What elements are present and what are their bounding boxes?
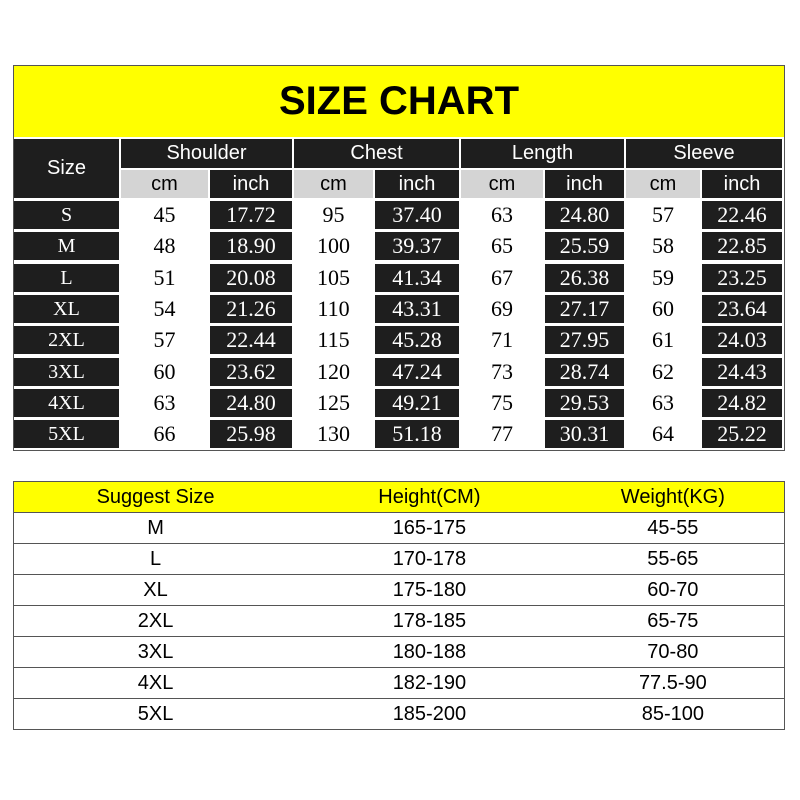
unit-header-inch: inch	[210, 170, 292, 198]
measure-header-length: Length	[461, 139, 624, 168]
inch-value: 18.90	[210, 232, 292, 260]
suggest-size-cell: 4XL	[14, 668, 298, 699]
inch-value: 45.28	[375, 326, 459, 354]
inch-value: 47.24	[375, 358, 459, 386]
inch-value: 22.46	[702, 201, 782, 229]
inch-value: 20.08	[210, 264, 292, 292]
measure-header-sleeve: Sleeve	[626, 139, 782, 168]
measure-header-chest: Chest	[294, 139, 459, 168]
size-label: 3XL	[14, 358, 119, 386]
inch-value: 23.62	[210, 358, 292, 386]
cm-value: 67	[461, 264, 543, 292]
inch-value: 25.98	[210, 420, 292, 448]
table-row	[14, 544, 785, 575]
unit-header-cm: cm	[121, 170, 208, 198]
height-cell: 165-175	[297, 513, 562, 544]
inch-value: 24.82	[702, 389, 782, 417]
suggest-header-row	[14, 482, 785, 513]
cm-value: 57	[121, 326, 208, 354]
weight-header: Weight(KG)	[562, 482, 785, 513]
cm-value: 63	[461, 201, 543, 229]
table-row	[14, 575, 785, 606]
cm-value: 45	[121, 201, 208, 229]
weight-cell: 77.5-90	[562, 668, 785, 699]
inch-value: 21.26	[210, 295, 292, 323]
cm-value: 73	[461, 358, 543, 386]
cm-value: 58	[626, 232, 700, 260]
inch-value: 24.80	[545, 201, 624, 229]
cm-value: 71	[461, 326, 543, 354]
height-cell: 170-178	[297, 544, 562, 575]
height-cell: 178-185	[297, 606, 562, 637]
table-row	[14, 668, 785, 699]
cm-value: 100	[294, 232, 373, 260]
inch-value: 23.64	[702, 295, 782, 323]
size-label: XL	[14, 295, 119, 323]
suggest-size-cell: 2XL	[14, 606, 298, 637]
table-row	[14, 606, 785, 637]
cm-value: 60	[121, 358, 208, 386]
weight-cell: 60-70	[562, 575, 785, 606]
inch-value: 24.43	[702, 358, 782, 386]
title-bar	[14, 66, 784, 137]
cm-value: 57	[626, 201, 700, 229]
size-label: L	[14, 264, 119, 292]
cm-value: 63	[626, 389, 700, 417]
weight-cell: 65-75	[562, 606, 785, 637]
cm-value: 60	[626, 295, 700, 323]
inch-value: 22.85	[702, 232, 782, 260]
cm-value: 125	[294, 389, 373, 417]
cm-value: 59	[626, 264, 700, 292]
size-label: 2XL	[14, 326, 119, 354]
height-cell: 185-200	[297, 699, 562, 730]
cm-value: 66	[121, 420, 208, 448]
cm-value: 51	[121, 264, 208, 292]
cm-value: 63	[121, 389, 208, 417]
inch-value: 25.59	[545, 232, 624, 260]
cm-value: 48	[121, 232, 208, 260]
weight-cell: 45-55	[562, 513, 785, 544]
weight-cell: 70-80	[562, 637, 785, 668]
cm-value: 110	[294, 295, 373, 323]
measure-header-shoulder: Shoulder	[121, 139, 292, 168]
inch-value: 30.31	[545, 420, 624, 448]
cm-value: 65	[461, 232, 543, 260]
inch-value: 24.03	[702, 326, 782, 354]
weight-cell: 85-100	[562, 699, 785, 730]
unit-header-inch: inch	[702, 170, 782, 198]
cm-value: 77	[461, 420, 543, 448]
suggest-size-cell: XL	[14, 575, 298, 606]
height-header: Height(CM)	[297, 482, 562, 513]
suggest-size-cell: 5XL	[14, 699, 298, 730]
inch-value: 51.18	[375, 420, 459, 448]
inch-value: 29.53	[545, 389, 624, 417]
inch-value: 24.80	[210, 389, 292, 417]
inch-value: 37.40	[375, 201, 459, 229]
inch-value: 26.38	[545, 264, 624, 292]
cm-value: 69	[461, 295, 543, 323]
cm-value: 105	[294, 264, 373, 292]
inch-value: 41.34	[375, 264, 459, 292]
size-column-header: Size	[14, 139, 119, 198]
inch-value: 49.21	[375, 389, 459, 417]
inch-value: 39.37	[375, 232, 459, 260]
size-chart-title: SIZE CHART	[279, 79, 519, 123]
cm-value: 62	[626, 358, 700, 386]
inch-value: 22.44	[210, 326, 292, 354]
unit-header-cm: cm	[626, 170, 700, 198]
suggest-size-cell: 3XL	[14, 637, 298, 668]
size-label: S	[14, 201, 119, 229]
height-cell: 182-190	[297, 668, 562, 699]
suggest-size-cell: L	[14, 544, 298, 575]
inch-value: 23.25	[702, 264, 782, 292]
table-row	[14, 637, 785, 668]
cm-value: 95	[294, 201, 373, 229]
table-row	[14, 513, 785, 544]
inch-value: 25.22	[702, 420, 782, 448]
suggest-size-table	[13, 481, 785, 730]
unit-header-inch: inch	[545, 170, 624, 198]
inch-value: 43.31	[375, 295, 459, 323]
suggest-size-header: Suggest Size	[14, 482, 298, 513]
cm-value: 120	[294, 358, 373, 386]
size-label: M	[14, 232, 119, 260]
inch-value: 27.17	[545, 295, 624, 323]
cm-value: 75	[461, 389, 543, 417]
size-label: 5XL	[14, 420, 119, 448]
height-cell: 175-180	[297, 575, 562, 606]
cm-value: 61	[626, 326, 700, 354]
cm-value: 54	[121, 295, 208, 323]
table-row	[14, 699, 785, 730]
unit-header-cm: cm	[461, 170, 543, 198]
cm-value: 115	[294, 326, 373, 354]
unit-header-inch: inch	[375, 170, 459, 198]
inch-value: 28.74	[545, 358, 624, 386]
cm-value: 130	[294, 420, 373, 448]
weight-cell: 55-65	[562, 544, 785, 575]
inch-value: 17.72	[210, 201, 292, 229]
height-cell: 180-188	[297, 637, 562, 668]
unit-header-cm: cm	[294, 170, 373, 198]
size-chart	[13, 65, 785, 451]
cm-value: 64	[626, 420, 700, 448]
inch-value: 27.95	[545, 326, 624, 354]
suggest-size-cell: M	[14, 513, 298, 544]
size-label: 4XL	[14, 389, 119, 417]
